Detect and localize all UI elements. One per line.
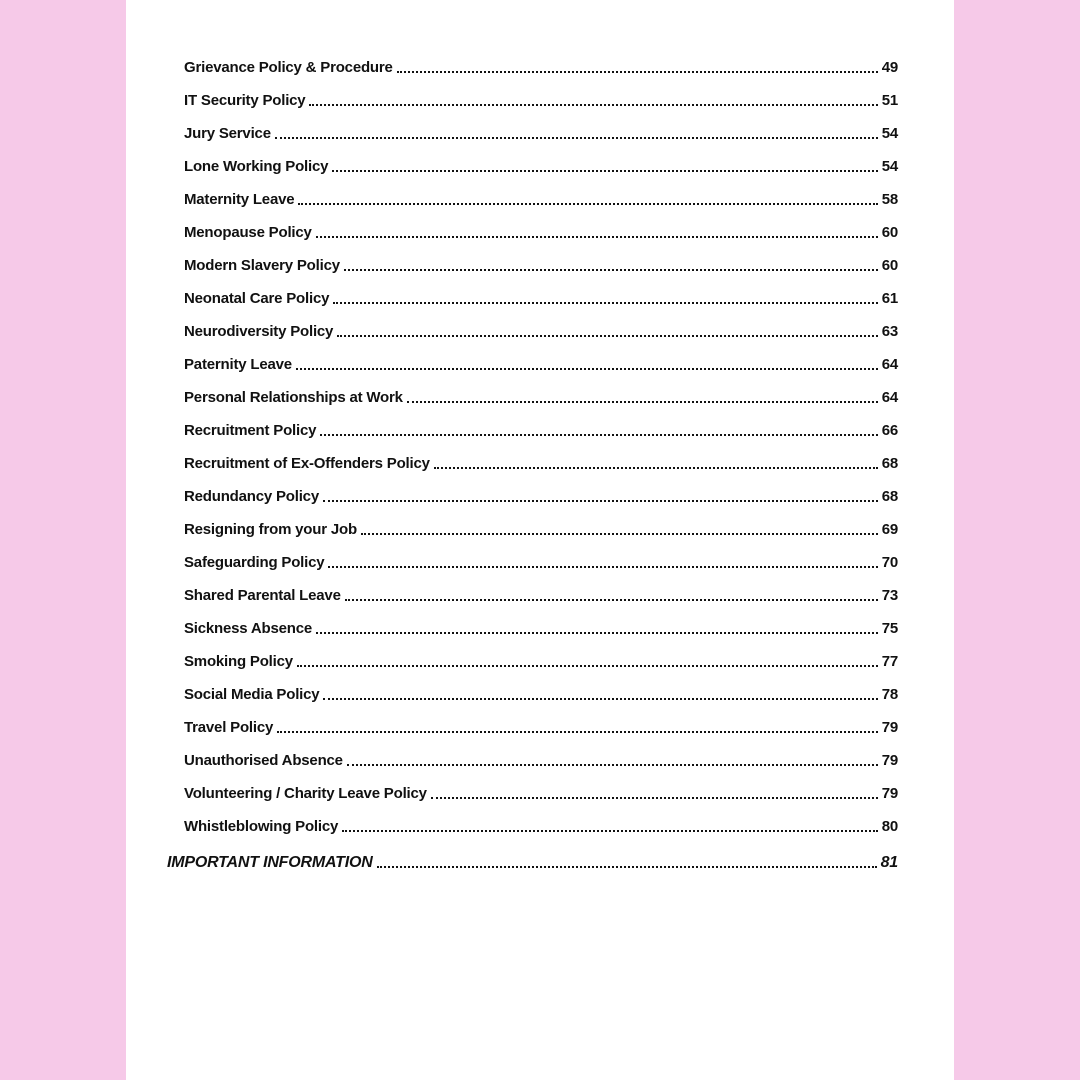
toc-entry <box>126 803 954 836</box>
toc-entry <box>126 44 954 77</box>
toc-entry-label: Shared Parental Leave <box>184 587 341 604</box>
toc-leader-dots <box>320 434 877 436</box>
toc-entry <box>126 572 954 605</box>
toc-entry-label: Safeguarding Policy <box>184 554 325 571</box>
toc-leader-dots <box>361 533 878 535</box>
toc-entry <box>126 440 954 473</box>
toc-entry-label: Recruitment of Ex-Offenders Policy <box>184 455 430 472</box>
toc-entry-label: Neonatal Care Policy <box>184 290 330 307</box>
toc-entry <box>126 407 954 440</box>
toc-entry <box>126 473 954 506</box>
toc-leader-dots <box>275 137 878 139</box>
toc-entry-page: 61 <box>881 290 898 307</box>
toc-entry-label: Resigning from your Job <box>184 521 357 538</box>
toc-entry-page: 68 <box>881 488 898 505</box>
toc-leader-dots <box>309 104 877 106</box>
toc-leader-dots <box>407 401 878 403</box>
toc-entry <box>126 506 954 539</box>
toc-leader-dots <box>347 764 878 766</box>
toc-entry-label: Travel Policy <box>184 719 274 736</box>
toc-leader-dots <box>337 335 878 337</box>
toc-entry-page: 73 <box>881 587 898 604</box>
toc-entry <box>126 77 954 110</box>
document-page <box>126 0 954 1080</box>
toc-entry-label: Jury Service <box>184 125 271 142</box>
toc-entry-page: 60 <box>881 257 898 274</box>
toc-entry-page: 68 <box>881 455 898 472</box>
toc-entry <box>126 176 954 209</box>
toc-entry-label: Lone Working Policy <box>184 158 329 175</box>
toc-entry <box>126 737 954 770</box>
toc-entry-label: Whistleblowing Policy <box>184 818 339 835</box>
toc-entry <box>126 770 954 803</box>
toc-leader-dots <box>342 830 878 832</box>
toc-entry-page: 64 <box>881 356 898 373</box>
toc-entry-page: 75 <box>881 620 898 637</box>
toc-leader-dots <box>431 797 878 799</box>
toc-entry-label: Grievance Policy & Procedure <box>184 59 393 76</box>
toc-entry-page: 58 <box>881 191 898 208</box>
toc-leader-dots <box>377 866 877 868</box>
toc-leader-dots <box>323 500 878 502</box>
toc-entry <box>126 110 954 143</box>
toc-entry <box>126 143 954 176</box>
toc-entry-label: Recruitment Policy <box>184 422 317 439</box>
toc-entry-page: 77 <box>881 653 898 670</box>
toc-entry-page: 54 <box>881 125 898 142</box>
toc-leader-dots <box>332 170 877 172</box>
toc-entry <box>126 308 954 341</box>
toc-leader-dots <box>345 599 878 601</box>
toc-entry-page: 79 <box>881 752 898 769</box>
toc-entry <box>126 341 954 374</box>
toc-entry-page: 70 <box>881 554 898 571</box>
toc-entry-label: Redundancy Policy <box>184 488 319 505</box>
toc-entry-page: 80 <box>881 818 898 835</box>
toc-leader-dots <box>298 203 877 205</box>
toc-entry-label: Neurodiversity Policy <box>184 323 334 340</box>
toc-entry-page: 60 <box>881 224 898 241</box>
toc-entry-label: Maternity Leave <box>184 191 295 208</box>
toc-leader-dots <box>397 71 878 73</box>
toc-entry-page: 54 <box>881 158 898 175</box>
toc-entry <box>126 275 954 308</box>
toc-entry-label: Menopause Policy <box>184 224 312 241</box>
toc-entry-page: 63 <box>881 323 898 340</box>
toc-entry <box>126 374 954 407</box>
toc-entry-page: 69 <box>881 521 898 538</box>
toc-leader-dots <box>297 665 878 667</box>
toc-leader-dots <box>323 698 877 700</box>
toc-entry-page: 66 <box>881 422 898 439</box>
toc-entry-label: Unauthorised Absence <box>184 752 343 769</box>
toc-list <box>126 44 954 872</box>
toc-leader-dots <box>344 269 878 271</box>
toc-leader-dots <box>277 731 878 733</box>
toc-leader-dots <box>316 236 878 238</box>
toc-entry-label: Modern Slavery Policy <box>184 257 340 274</box>
toc-entry-label: Paternity Leave <box>184 356 292 373</box>
toc-entry-label: IT Security Policy <box>184 92 306 109</box>
toc-entry-page: 78 <box>881 686 898 703</box>
toc-entry-label: Smoking Policy <box>184 653 293 670</box>
toc-leader-dots <box>316 632 878 634</box>
toc-entry-page: 64 <box>881 389 898 406</box>
toc-entry <box>126 671 954 704</box>
toc-entry <box>126 539 954 572</box>
toc-entry <box>126 704 954 737</box>
toc-entry <box>126 638 954 671</box>
toc-entry-page: 51 <box>881 92 898 109</box>
toc-entry-page: 79 <box>881 785 898 802</box>
toc-entry <box>126 242 954 275</box>
toc-entry-page: 79 <box>881 719 898 736</box>
toc-entry-label: IMPORTANT INFORMATION <box>167 854 373 871</box>
toc-leader-dots <box>328 566 877 568</box>
toc-entry-label: Sickness Absence <box>184 620 312 637</box>
toc-entry-page: 81 <box>880 854 898 871</box>
toc-entry <box>126 605 954 638</box>
toc-leader-dots <box>296 368 878 370</box>
toc-entry-label: Social Media Policy <box>184 686 320 703</box>
toc-leader-dots <box>434 467 878 469</box>
toc-entry <box>126 209 954 242</box>
toc-entry-page: 49 <box>881 59 898 76</box>
toc-entry-label: Volunteering / Charity Leave Policy <box>184 785 427 802</box>
toc-entry <box>126 836 954 872</box>
toc-leader-dots <box>333 302 877 304</box>
toc-entry-label: Personal Relationships at Work <box>184 389 403 406</box>
